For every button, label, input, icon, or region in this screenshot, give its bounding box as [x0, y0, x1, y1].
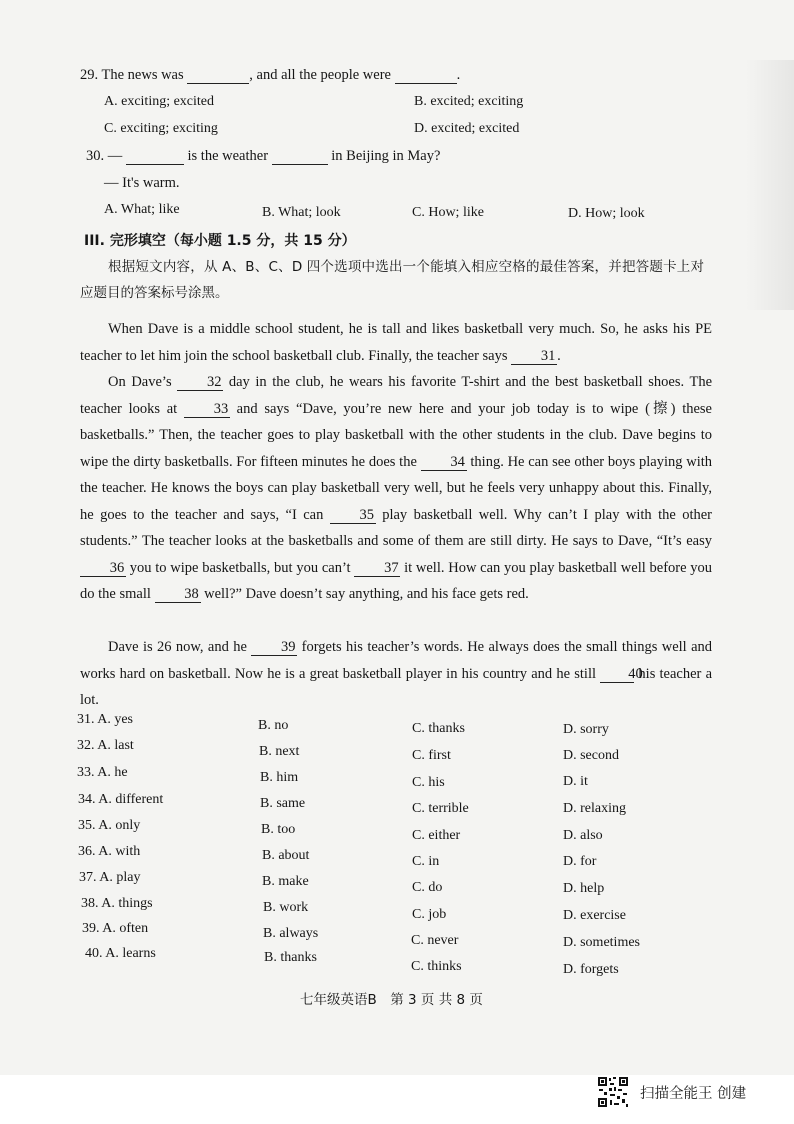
blank-38: 38	[155, 587, 201, 603]
choice-31-b: B. no	[258, 718, 289, 733]
blank-32: 32	[177, 375, 223, 391]
choice-37-b: B. make	[262, 874, 309, 889]
choice-39-b: B. always	[263, 926, 319, 941]
q30-option-c: C. How; like	[412, 205, 484, 220]
section-instruction: 根据短文内容，从 A、B、C、D 四个选项中选出一个能填入相应空格的最佳答案，并把答题卡上对应题目的答案标号涂黑。	[80, 259, 704, 301]
q30-blank-2	[272, 149, 328, 165]
passage-paragraph-2: On Dave’s 32 day in the club, he wears his favorite T-shirt and the best basketball shoes. The teacher looks at 33 and says “Dave, you’re new here and your job today is to wipe (擦) these basketballs.” Then, the teacher goes to play basketball with the other students in the club. Dave begins to wipe the dirty basketballs. For fifteen minutes he does the 34 thing. He can see other boys playing with the teacher. He knows the boys can play basketball very well, but he feels very unhappy about this. Finally, he goes to the teacher and says, “I can 35 play basketball well. Why can’t I play with the other students.” The teacher looks at the basketballs and some of them are still dirty. He says to Dave, “It’s easy 36 you to wipe basketballs, but you can’t 37 it well. How can you play basketball well before you do the small 38 well?” Dave doesn’t say anything, and his face gets red.	[80, 374, 713, 602]
choice-38-d: D. exercise	[563, 908, 626, 923]
choice-33-d: D. it	[563, 774, 588, 789]
choice-34-a: 34. A. different	[78, 792, 164, 807]
choice-36-b: B. about	[262, 848, 310, 863]
blank-35: 35	[330, 508, 376, 524]
choice-32-a: 32. A. last	[77, 738, 134, 753]
scanner-watermark: 扫描全能王 创建	[640, 1086, 747, 1102]
blank-36: 36	[80, 561, 126, 577]
choice-37-d: D. help	[563, 881, 605, 896]
blank-34: 34	[421, 455, 467, 471]
choice-32-d: D. second	[563, 748, 619, 763]
choice-34-d: D. relaxing	[563, 801, 626, 816]
blank-39: 39	[251, 640, 297, 656]
passage-paragraph-3: Dave is 26 now, and he 39 forgets his teacher’s words. He always does the small things well and works hard on basketball. Now he is a great basketball player in his country and he still 40 his teacher a lot.	[80, 639, 713, 708]
choice-32-c: C. first	[412, 748, 451, 763]
q30-option-a: A. What; like	[104, 202, 180, 217]
q29-option-d: D. excited; excited	[414, 121, 520, 136]
choice-35-b: B. too	[261, 822, 296, 837]
choice-35-c: C. either	[412, 828, 461, 843]
q30-blank-1	[126, 149, 184, 165]
blank-37: 37	[354, 561, 400, 577]
q30-option-b: B. What; look	[262, 205, 341, 220]
choice-32-b: B. next	[259, 744, 300, 759]
choice-40-b: B. thanks	[264, 950, 317, 965]
choice-36-a: 36. A. with	[78, 844, 141, 859]
choice-38-b: B. work	[263, 900, 309, 915]
section-heading: III. 完形填空（每小题 1.5 分，共 15 分）	[84, 233, 356, 249]
choice-31-c: C. thanks	[412, 721, 465, 736]
choice-37-c: C. do	[412, 880, 443, 895]
blank-33: 33	[184, 402, 230, 418]
choice-36-d: D. for	[563, 854, 597, 869]
q29-option-b: B. excited; exciting	[414, 94, 524, 109]
q29-option-c: C. exciting; exciting	[104, 121, 218, 136]
choice-38-a: 38. A. things	[81, 896, 153, 911]
q29-option-a: A. exciting; excited	[104, 94, 215, 109]
q30-reply: — It's warm.	[104, 175, 180, 191]
choice-33-b: B. him	[260, 770, 299, 785]
choice-40-a: 40. A. learns	[85, 946, 156, 961]
choice-31-d: D. sorry	[563, 722, 609, 737]
choice-39-a: 39. A. often	[82, 921, 149, 936]
choice-37-a: 37. A. play	[79, 870, 141, 885]
choice-38-c: C. job	[412, 907, 447, 922]
choice-31-a: 31. A. yes	[77, 712, 133, 727]
choice-34-b: B. same	[260, 796, 306, 811]
passage-paragraph-1: When Dave is a middle school student, he is tall and likes basketball very much. So, he asks his PE teacher to let him join the school basketball club. Finally, the teacher says 31 .	[80, 321, 712, 364]
choice-35-d: D. also	[563, 828, 603, 843]
choice-34-c: C. terrible	[412, 801, 469, 816]
choice-39-d: D. sometimes	[563, 935, 640, 950]
choice-33-c: C. his	[412, 775, 445, 790]
q29-stem: 29. The news was , and all the people were .	[80, 67, 461, 83]
choice-33-a: 33. A. he	[77, 765, 128, 780]
choice-39-c: C. never	[411, 933, 459, 948]
q30-stem: 30. — is the weather in Beijing in May?	[86, 148, 441, 164]
blank-31: 31	[511, 349, 557, 365]
page-footer: 七年级英语B 第 3 页 共 8 页	[300, 992, 483, 1008]
blank-40: 40	[600, 667, 634, 683]
choice-35-a: 35. A. only	[78, 818, 141, 833]
page-edge-shadow	[745, 60, 794, 310]
choice-40-c: C. thinks	[411, 959, 462, 974]
q29-blank-2	[395, 68, 457, 84]
q29-blank-1	[187, 68, 249, 84]
qr-code-icon	[597, 1076, 629, 1108]
q30-option-d: D. How; look	[568, 206, 645, 221]
choice-36-c: C. in	[412, 854, 440, 869]
choice-40-d: D. forgets	[563, 962, 619, 977]
